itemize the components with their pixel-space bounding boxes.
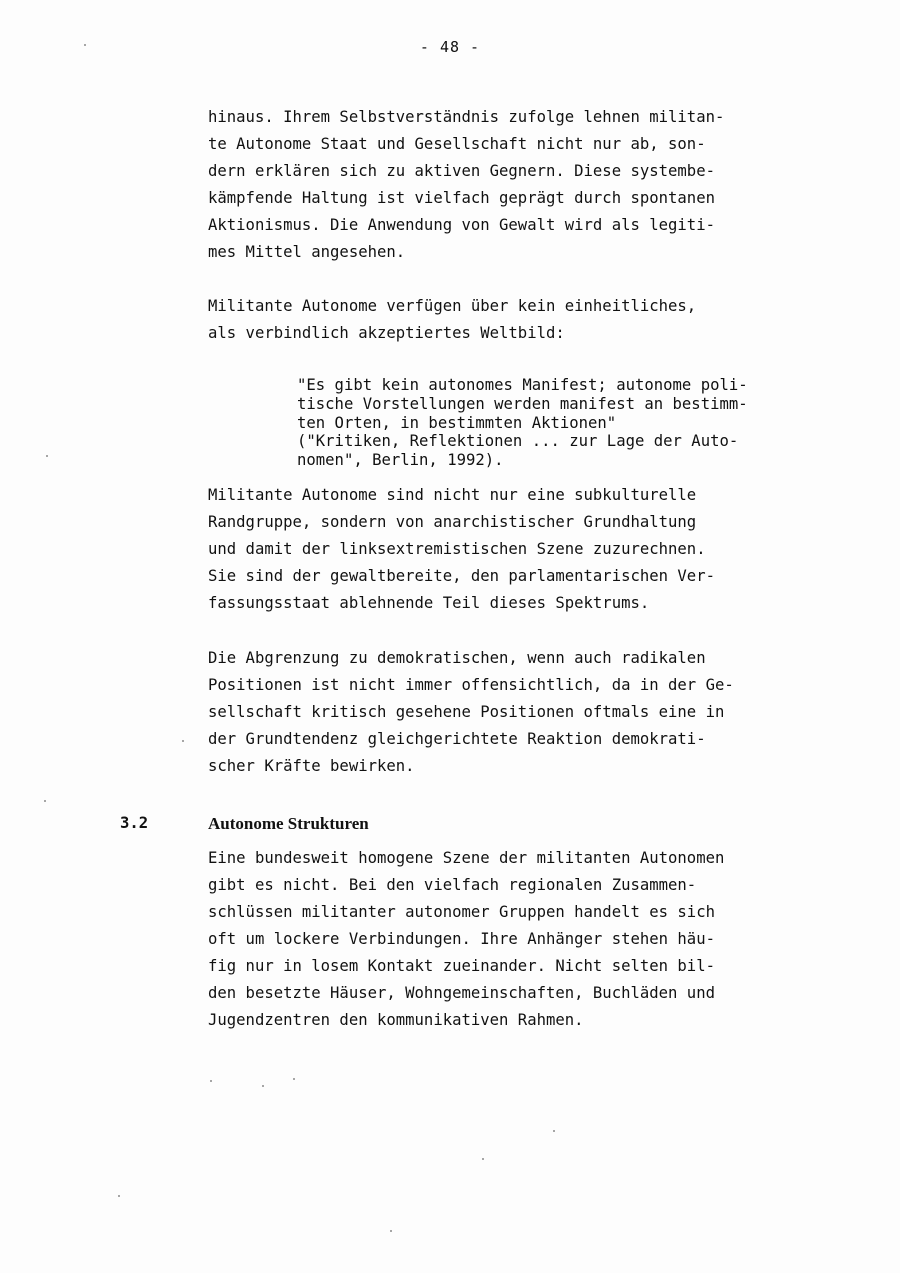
paragraph-2 <box>208 293 828 347</box>
paragraph-line: Positionen ist nicht immer offensichtlich, da in der Ge- <box>208 676 734 694</box>
paragraph-line: den besetzte Häuser, Wohngemeinschaften, Buchläden und <box>208 984 715 1002</box>
paragraph-line: Die Abgrenzung zu demokratischen, wenn auch radikalen <box>208 649 706 667</box>
paragraph-line: als verbindlich akzeptiertes Weltbild: <box>208 324 565 342</box>
scan-speck <box>553 1130 555 1132</box>
paragraph-line: Sie sind der gewaltbereite, den parlamentarischen Ver- <box>208 567 715 585</box>
paragraph-line: Aktionismus. Die Anwendung von Gewalt wird als legiti- <box>208 216 715 234</box>
block-quote <box>297 376 837 470</box>
scan-speck <box>482 1158 484 1160</box>
paragraph-line: der Grundtendenz gleichgerichtete Reaktion demokrati- <box>208 730 706 748</box>
paragraph-1 <box>208 104 828 266</box>
quote-citation: ("Kritiken, Reflektionen ... zur Lage der Auto- <box>297 432 739 451</box>
paragraph-3 <box>208 482 828 617</box>
paragraph-line: hinaus. Ihrem Selbstverständnis zufolge lehnen militan- <box>208 108 725 126</box>
paragraph-line: oft um lockere Verbindungen. Ihre Anhänger stehen häu- <box>208 930 715 948</box>
paragraph-line: scher Kräfte bewirken. <box>208 757 415 775</box>
paragraph-line: schlüssen militanter autonomer Gruppen handelt es sich <box>208 903 715 921</box>
paragraph-line: mes Mittel angesehen. <box>208 243 406 261</box>
scan-speck <box>210 1080 212 1082</box>
quote-line: "Es gibt kein autonomes Manifest; autonome poli- <box>297 376 748 394</box>
quote-line: tische Vorstellungen werden manifest an bestimm- <box>297 394 748 413</box>
page-number: - 48 - <box>419 38 481 56</box>
paragraph-line: und damit der linksextremistischen Szene zuzurechnen. <box>208 540 706 558</box>
paragraph-line: te Autonome Staat und Gesellschaft nicht nur ab, son- <box>208 135 706 153</box>
paragraph-line: Randgruppe, sondern von anarchistischer Grundhaltung <box>208 513 697 531</box>
paragraph-line: dern erklären sich zu aktiven Gegnern. Diese systembe- <box>208 162 715 180</box>
scan-speck <box>44 800 46 802</box>
scan-speck <box>390 1230 392 1232</box>
quote-citation: nomen", Berlin, 1992). <box>297 451 504 470</box>
scan-speck <box>293 1078 295 1080</box>
paragraph-line: gibt es nicht. Bei den vielfach regionalen Zusammen- <box>208 876 697 894</box>
paragraph-line: Militante Autonome sind nicht nur eine subkulturelle <box>208 486 697 504</box>
paragraph-line: Jugendzentren den kommunikativen Rahmen. <box>208 1011 584 1029</box>
paragraph-line: fassungsstaat ablehnende Teil dieses Spektrums. <box>208 594 650 612</box>
paragraph-line: Eine bundesweit homogene Szene der militanten Autonomen <box>208 849 725 867</box>
scan-speck <box>262 1085 264 1087</box>
paragraph-line: sellschaft kritisch gesehene Positionen oftmals eine in <box>208 703 725 721</box>
scan-speck <box>182 740 184 742</box>
section-number: 3.2 <box>120 814 149 832</box>
quote-line: ten Orten, in bestimmten Aktionen" <box>297 413 617 432</box>
paragraph-4 <box>208 645 828 780</box>
paragraph-line: kämpfende Haltung ist vielfach geprägt durch spontanen <box>208 189 715 207</box>
scan-speck <box>84 44 86 46</box>
paragraph-5 <box>208 845 828 1034</box>
paragraph-line: Militante Autonome verfügen über kein einheitliches, <box>208 297 697 315</box>
scan-speck <box>46 455 48 457</box>
paragraph-line: fig nur in losem Kontakt zueinander. Nicht selten bil- <box>208 957 715 975</box>
scan-speck <box>118 1195 120 1197</box>
section-heading: Autonome Strukturen <box>208 814 369 833</box>
